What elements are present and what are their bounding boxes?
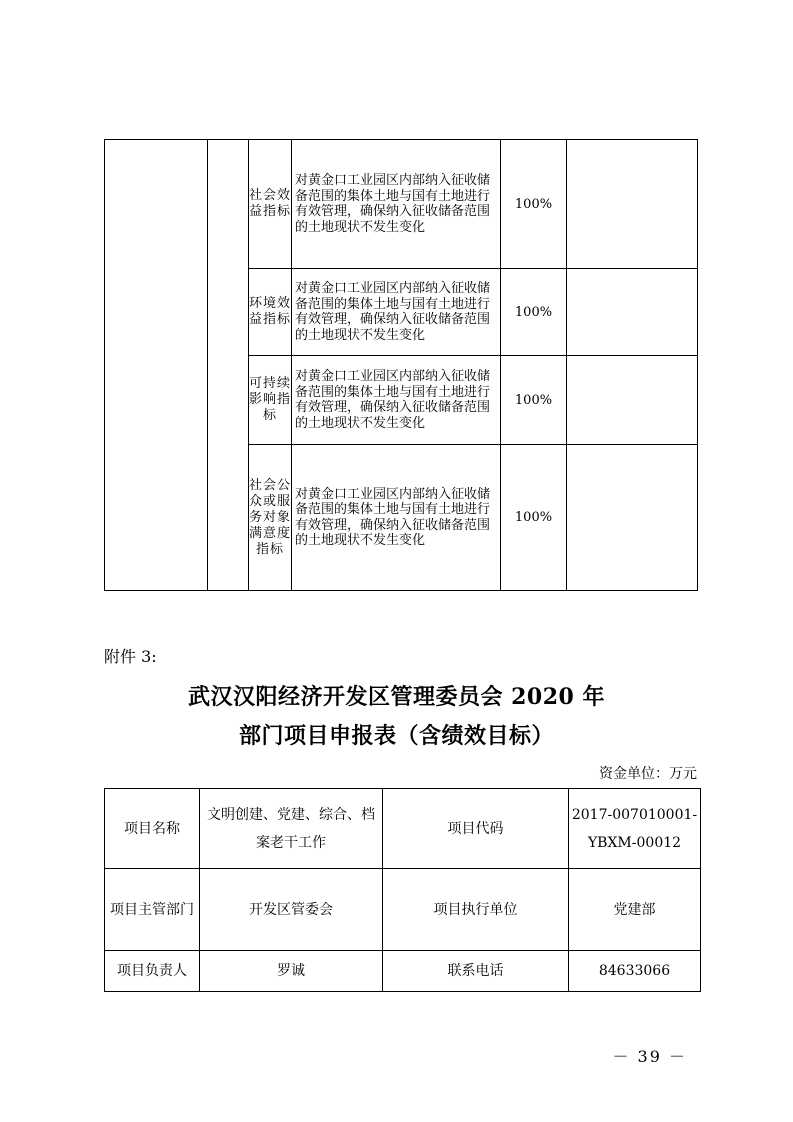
remark-cell bbox=[567, 140, 698, 269]
page-title: 武汉汉阳经济开发区管理委员会 2020 年 bbox=[187, 684, 606, 710]
indicator-description: 对黄金口工业园区内部纳入征收储备范围的集体土地与国有土地进行有效管理，确保纳入征收储备范围的土地现状不发生变化 bbox=[292, 356, 501, 445]
indicator-name: 环境效益指标 bbox=[249, 269, 292, 356]
level2-indicator-cell bbox=[208, 140, 249, 591]
table-row bbox=[105, 951, 701, 992]
indicator-value: 100% bbox=[501, 445, 567, 591]
indicator-description: 对黄金口工业园区内部纳入征收储备范围的集体土地与国有土地进行有效管理，确保纳入征收储备范围的土地现状不发生变化 bbox=[292, 269, 501, 356]
indicator-value: 100% bbox=[501, 356, 567, 445]
executor-value: 党建部 bbox=[569, 869, 701, 951]
project-name-label: 项目名称 bbox=[105, 789, 200, 869]
page-subtitle: 部门项目申报表（含绩效目标） bbox=[238, 723, 554, 749]
project-code-label: 项目代码 bbox=[383, 789, 569, 869]
indicator-description: 对黄金口工业园区内部纳入征收储备范围的集体土地与国有土地进行有效管理，确保纳入征收储备范围的土地现状不发生变化 bbox=[292, 140, 501, 269]
phone-label: 联系电话 bbox=[383, 951, 569, 992]
leader-value: 罗诚 bbox=[200, 951, 383, 992]
remark-cell bbox=[567, 269, 698, 356]
fund-unit-label: 资金单位：万元 bbox=[599, 766, 697, 782]
performance-indicator-table bbox=[104, 139, 698, 591]
indicator-value: 100% bbox=[501, 140, 567, 269]
attachment-label: 附件 3: bbox=[104, 647, 157, 666]
supervisor-label: 项目主管部门 bbox=[105, 869, 200, 951]
project-name-value: 文明创建、党建、综合、档案老干工作 bbox=[200, 789, 383, 869]
remark-cell bbox=[567, 445, 698, 591]
indicator-name: 社会效益指标 bbox=[249, 140, 292, 269]
executor-label: 项目执行单位 bbox=[383, 869, 569, 951]
phone-value: 84633066 bbox=[569, 951, 701, 992]
indicator-name: 社会公众或服务对象满意度指标 bbox=[249, 445, 292, 591]
table-row bbox=[105, 789, 701, 869]
supervisor-value: 开发区管委会 bbox=[200, 869, 383, 951]
project-info-table bbox=[104, 788, 701, 992]
indicator-name: 可持续影响指标 bbox=[249, 356, 292, 445]
project-code-value: 2017-007010001-YBXM-00012 bbox=[569, 789, 701, 869]
table-row bbox=[105, 869, 701, 951]
table-row bbox=[105, 140, 698, 269]
indicator-description: 对黄金口工业园区内部纳入征收储备范围的集体土地与国有土地进行有效管理，确保纳入征收储备范围的土地现状不发生变化 bbox=[292, 445, 501, 591]
page-number: － 39 － bbox=[612, 1047, 687, 1066]
leader-label: 项目负责人 bbox=[105, 951, 200, 992]
remark-cell bbox=[567, 356, 698, 445]
indicator-value: 100% bbox=[501, 269, 567, 356]
level1-indicator-cell bbox=[105, 140, 208, 591]
